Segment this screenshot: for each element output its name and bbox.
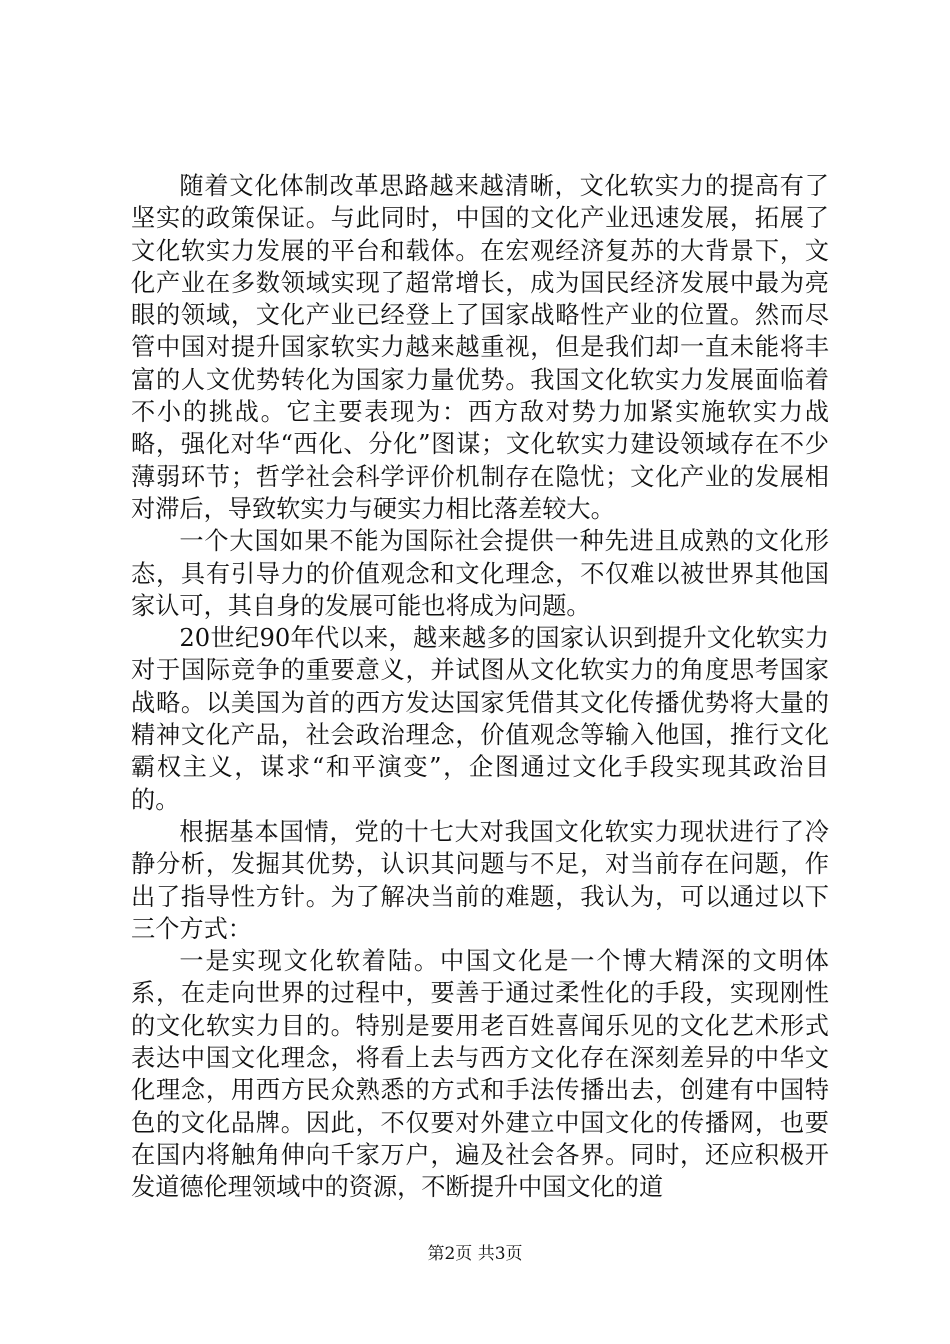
page-footer [0,1243,950,1265]
paragraph-2: 一个大国如果不能为国际社会提供一种先进且成熟的文化形态，具有引导力的价值观念和文化理念，不仅难以被世界其他国家认可，其自身的发展可能也将成为问题。 [131,527,829,620]
document-body [131,170,829,1204]
page-number: 第2页 共3页 [427,1244,523,1264]
paragraph-3: 20世纪90年代以来，越来越多的国家认识到提升文化软实力对于国际竞争的重要意义，并试图从文化软实力的角度思考国家战略。以美国为首的西方发达国家凭借其文化传播优势将大量的精神文化产品，社会政治理念，价值观念等输入他国，推行文化霸权主义，谋求“和平演变”，企图通过文化手段实现其政治目的。 [131,624,829,814]
paragraph-5: 一是实现文化软着陆。中国文化是一个博大精深的文明体系，在走向世界的过程中，要善于通过柔性化的手段，实现刚性的文化软实力目的。特别是要用老百姓喜闻乐见的文化艺术形式表达中国文化理念，将看上去与西方文化存在深刻差异的中华文化理念，用西方民众熟悉的方式和手法传播出去，创建有中国特色的文化品牌。因此，不仅要对外建立中国文化的传播网，也要在国内将触角伸向千家万户，遍及社会各界。同时，还应积极开发道德伦理领域中的资源，不断提升中国文化的道 [131,947,829,1202]
paragraph-1: 随着文化体制改革思路越来越清晰，文化软实力的提高有了坚实的政策保证。与此同时，中国的文化产业迅速发展，拓展了文化软实力发展的平台和载体。在宏观经济复苏的大背景下，文化产业在多数领域实现了超常增长，成为国民经济发展中最为亮眼的领域，文化产业已经登上了国家战略性产业的位置。然而尽管中国对提升国家软实力越来越重视，但是我们却一直未能将丰富的人文优势转化为国家力量优势。我国文化软实力发展面临着不小的挑战。它主要表现为：西方敌对势力加紧实施软实力战略，强化对华“西化、分化”图谋；文化软实力建设领域存在不少薄弱环节；哲学社会科学评价机制存在隐忧；文化产业的发展相对滞后，导致软实力与硬实力相比落差较大。 [131,172,829,523]
paragraph-4: 根据基本国情，党的十七大对我国文化软实力现状进行了冷静分析，发掘其优势，认识其问题与不足，对当前存在问题，作出了指导性方针。为了解决当前的难题，我认为，可以通过以下三个方式： [131,817,829,943]
